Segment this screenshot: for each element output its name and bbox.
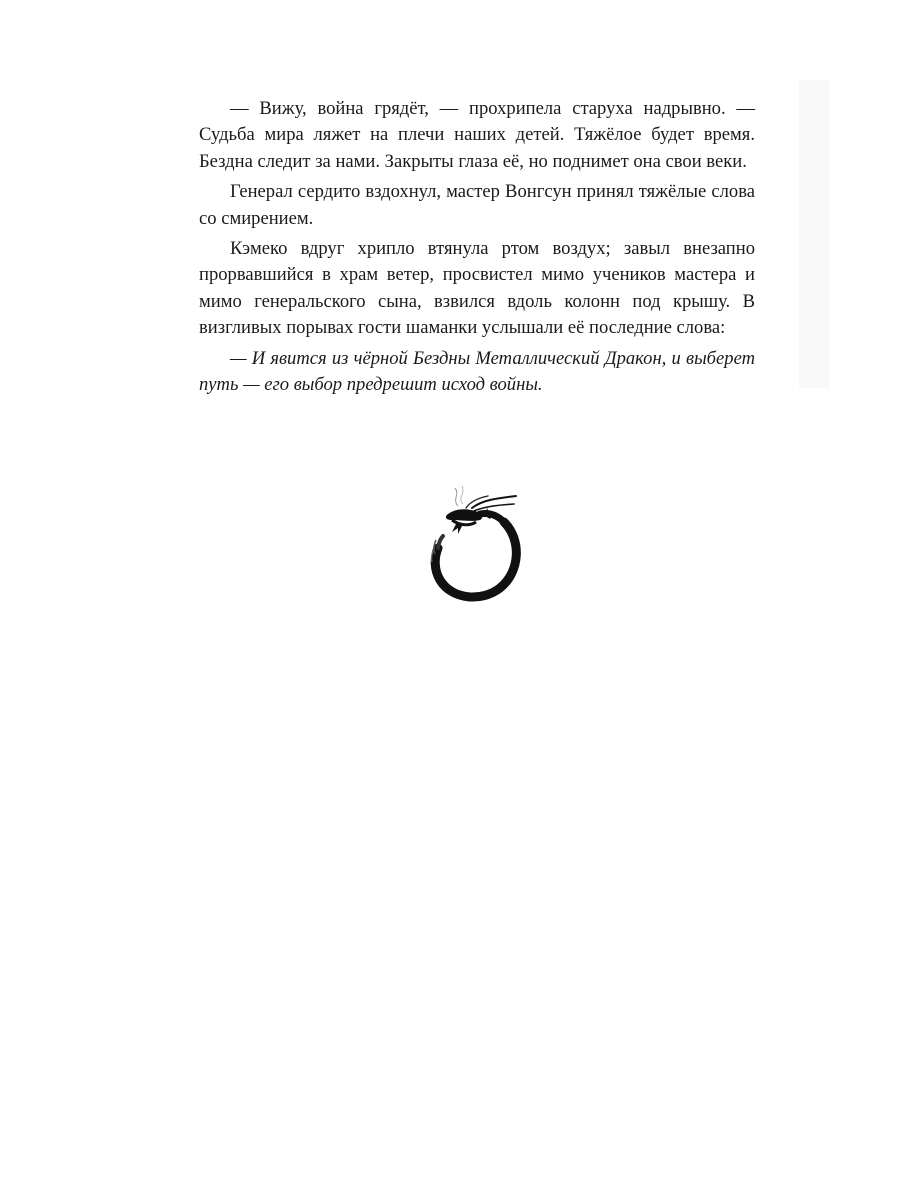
paragraph-wind: Кэмеко вдруг хрипло втянула ртом воздух; завыл внезапно прорвавшийся в храм ветер, просвистел мимо учеников мастера и мимо генеральского сына, взвился вдоль колонн под крышу. В визгливых порывах гости шаманки услышали её последние слова: (199, 238, 755, 339)
paragraph-general-reaction: Генерал сердито вздохнул, мастер Вонгсун принял тяжёлые слова со смирением. (199, 181, 755, 229)
page-edge-shadow (799, 80, 829, 388)
paragraph-prophecy-quote: — И явится из чёрной Бездны Металлический Дракон, и выберет путь — его выбор предрешит исход войны. (199, 347, 755, 396)
body-text (199, 96, 755, 402)
dragon-circle-icon (422, 484, 534, 604)
paragraph-prophecy-intro: — Вижу, война грядёт, — прохрипела старуха надрывно. — Судьба мира ляжет на плечи наших детей. Тяжёлое будет время. Бездна следит за нами. Закрыты глаза её, но поднимет она свои веки. (199, 98, 755, 172)
